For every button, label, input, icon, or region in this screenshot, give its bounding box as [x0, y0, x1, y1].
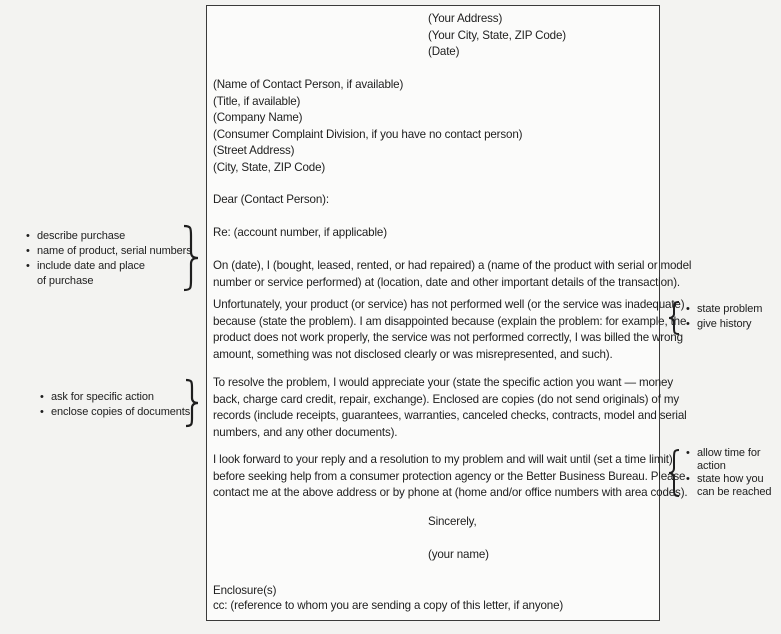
curly-brace-right-icon — [183, 378, 201, 428]
reference-line: Re: (account number, if applicable) — [213, 226, 387, 239]
recipient-company: (Company Name) — [213, 111, 303, 124]
paragraph-problem — [213, 297, 686, 363]
annotation-item: • state problem — [686, 302, 762, 317]
annotation-problem — [686, 302, 762, 332]
recipient-city-state-zip: (City, State, ZIP Code) — [213, 160, 326, 174]
paragraph-line: contact me at the above address or by phone at (home and/or office numbers with area codes). — [213, 486, 688, 499]
paragraph-purchase — [213, 258, 691, 291]
annotation-item: • include date and place — [26, 259, 192, 274]
paragraph-line: Unfortunately, your product (or service) has not performed well (or the service was inadequate) — [213, 298, 685, 311]
paragraph-line: To resolve the problem, I would appreciate your (state the specific action you want — money — [213, 376, 674, 389]
annotation-item-continuation: can be reached — [697, 486, 772, 498]
recipient-title: (Title, if available) — [213, 94, 301, 108]
letter-page — [206, 5, 692, 621]
annotation-item: • name of product, serial numbers — [26, 244, 192, 259]
annotation-item: • state how you — [686, 473, 771, 486]
closing: Sincerely, — [428, 515, 477, 528]
recipient-contact: (Name of Contact Person, if available) — [213, 78, 404, 91]
annotation-item-continuation: of purchase — [37, 275, 94, 287]
letter-date: (Date) — [428, 45, 460, 58]
paragraph-line: number or service performed) at (location, date and other important details of the transaction). — [213, 275, 680, 289]
annotation-item-continuation: action — [697, 460, 726, 472]
cc-line: cc: (reference to whom you are sending a copy of this letter, if anyone) — [213, 599, 564, 612]
salutation: Dear (Contact Person): — [213, 193, 329, 206]
annotation-item: • enclose copies of documents — [40, 405, 190, 420]
paragraph-line: product does not work properly, the service was not performed correctly, I was billed the wrong — [213, 331, 683, 344]
paragraph-line: back, charge card credit, repair, exchange). Enclosed are copies (do not send originals) of my — [213, 392, 680, 406]
sender-block — [428, 11, 566, 61]
paragraph-line: numbers, and any other documents). — [213, 425, 398, 439]
curly-brace-left-icon — [666, 300, 682, 336]
paragraph-line: amount, something was not disclosed clearly or was misrepresented, and such). — [213, 347, 613, 361]
annotation-action — [40, 390, 190, 420]
curly-brace-right-icon — [181, 224, 201, 292]
paragraph-resolution — [213, 375, 687, 441]
recipient-street: (Street Address) — [213, 144, 295, 157]
annotation-purchase — [26, 229, 192, 289]
signature-placeholder: (your name) — [428, 548, 489, 561]
paragraph-follow-up — [213, 452, 688, 502]
sender-city-state-zip: (Your City, State, ZIP Code) — [428, 28, 566, 42]
paragraph-line: records (include receipts, guarantees, warranties, canceled checks, contracts, model and serial — [213, 409, 687, 422]
paragraph-line: On (date), I (bought, leased, rented, or had repaired) a (name of the product with serial or model — [213, 259, 692, 272]
paragraph-line: because (state the problem). I am disappointed because (explain the problem: for example, the — [213, 314, 687, 328]
annotation-item: • describe purchase — [26, 229, 192, 244]
recipient-division: (Consumer Complaint Division, if you have no contact person) — [213, 127, 523, 141]
annotation-item: • allow time for — [686, 447, 771, 460]
recipient-block — [213, 77, 522, 176]
paragraph-line: I look forward to your reply and a resolution to my problem and will wait until (set a time limit) — [213, 453, 673, 466]
annotation-follow-up — [686, 447, 771, 499]
enclosure-line: Enclosure(s) — [213, 584, 277, 597]
curly-brace-left-icon — [666, 448, 682, 498]
sender-address: (Your Address) — [428, 12, 503, 25]
annotation-item: • ask for specific action — [40, 390, 190, 405]
paragraph-line: before seeking help from a consumer protection agency or the Better Business Bureau. Please — [213, 469, 686, 483]
annotation-item: • give history — [686, 317, 762, 332]
